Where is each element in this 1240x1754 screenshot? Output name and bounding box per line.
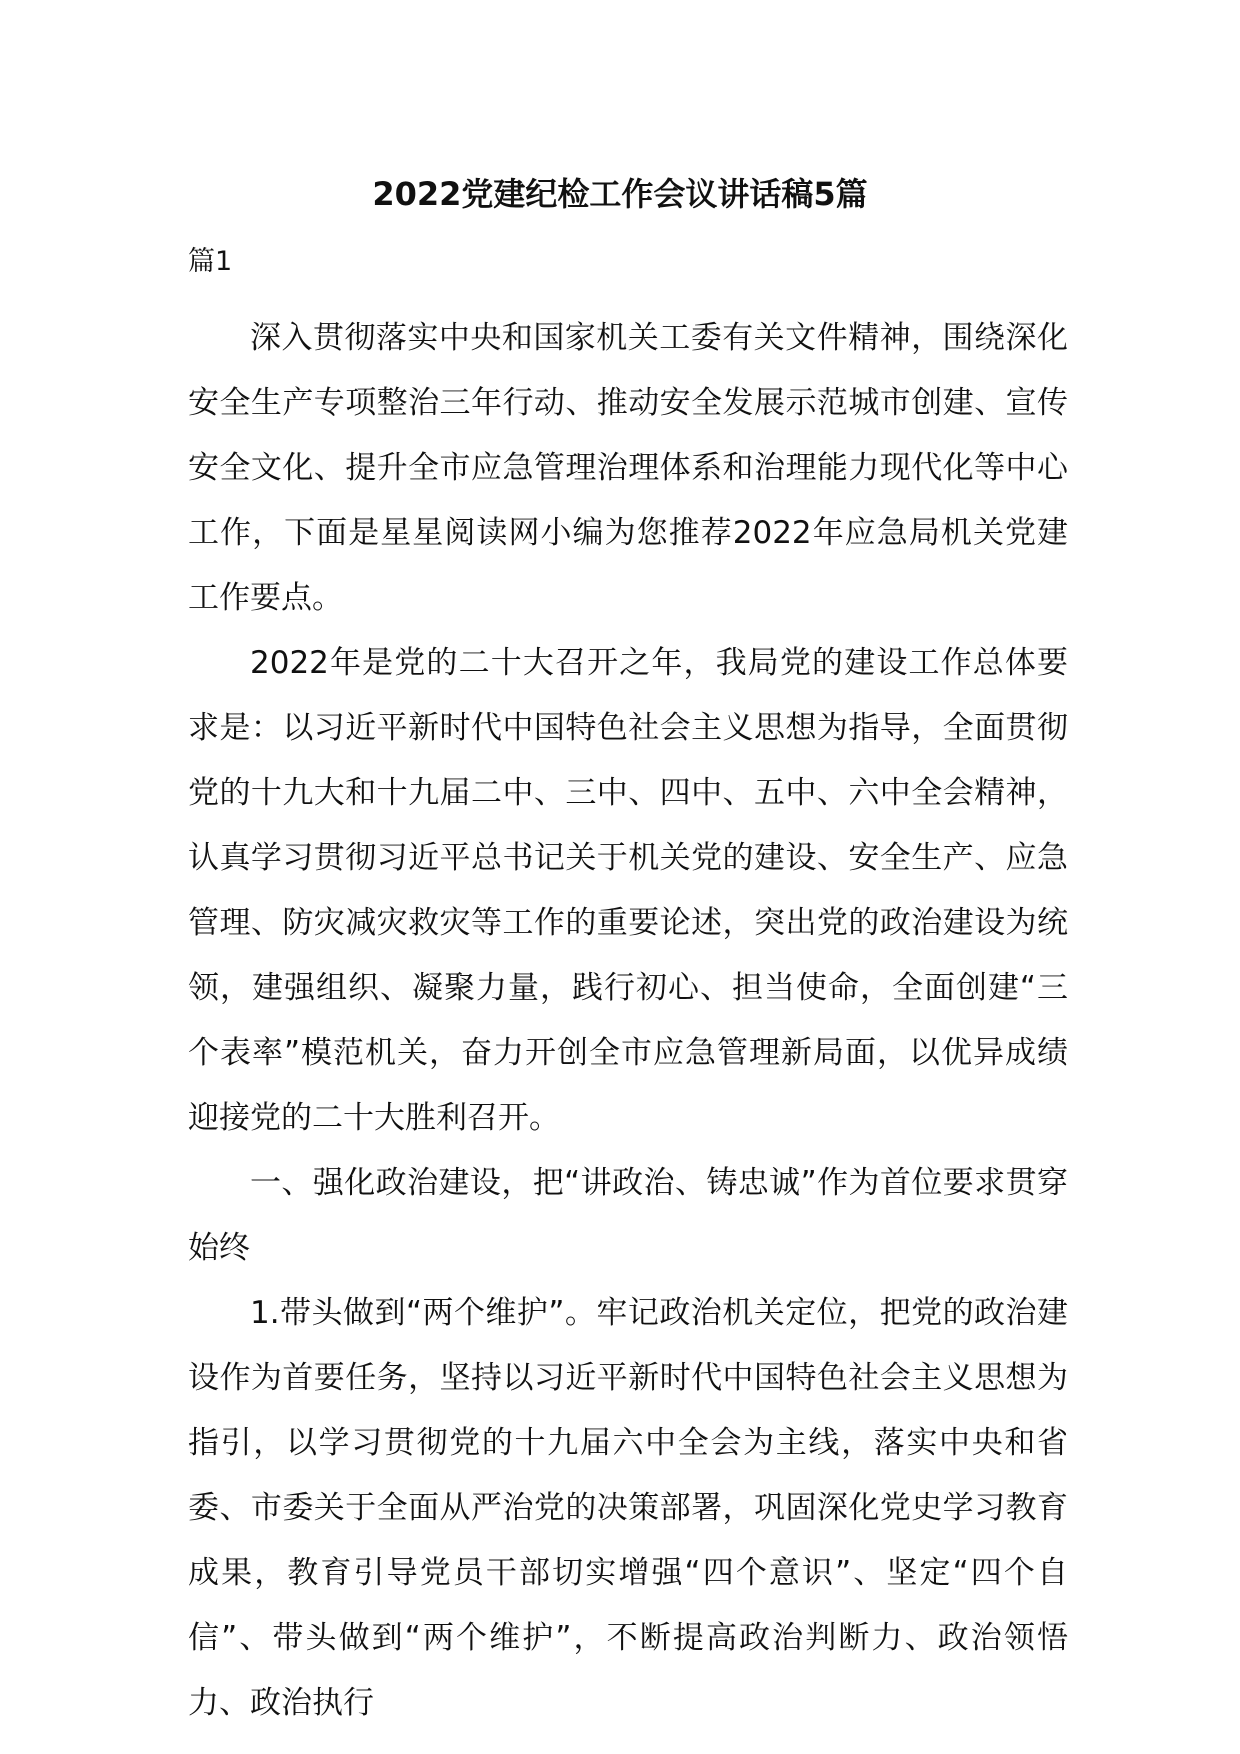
paragraph-overall-requirements: 2022年是党的二十大召开之年，我局党的建设工作总体要求是：以习近平新时代中国特色社会主义思想为指导，全面贯彻党的十九大和十九届二中、三中、四中、五中、六中全会精神，认真学习贯彻习近平总书记关于机关党的建设、安全生产、应急管理、防灾减灾救灾等工作的重要论述，突出党的政治建设为统领，建强组织、凝聚力量，践行初心、担当使命，全面创建“三个表率”模范机关，奋力开创全市应急管理新局面，以优异成绩迎接党的二十大胜利召开。 [188, 645, 1068, 1136]
paragraph-intro: 深入贯彻落实中央和国家机关工委有关文件精神，围绕深化安全生产专项整治三年行动、推动安全发展示范城市创建、宣传安全文化、提升全市应急管理治理体系和治理能力现代化等中心工作，下面是星星阅读网小编为您推荐2022年应急局机关党建工作要点。 [188, 320, 1068, 616]
document-body [188, 306, 1068, 1736]
section-label: 篇1 [188, 246, 233, 277]
paragraph-two-safeguards: 1.带头做到“两个维护”。牢记政治机关定位，把党的政治建设作为首要任务，坚持以习近平新时代中国特色社会主义思想为指引，以学习贯彻党的十九届六中全会为主线，落实中央和省委、市委关于全面从严治党的决策部署，巩固深化党史学习教育成果，教育引导党员干部切实增强“四个意识”、坚定“四个自信”、带头做到“两个维护”，不断提高政治判断力、政治领悟力、政治执行 [188, 1295, 1068, 1721]
section-heading-political-building: 一、强化政治建设，把“讲政治、铸忠诚”作为首位要求贯穿始终 [188, 1165, 1068, 1266]
document-title: 2022党建纪检工作会议讲话稿5篇 [372, 175, 868, 213]
